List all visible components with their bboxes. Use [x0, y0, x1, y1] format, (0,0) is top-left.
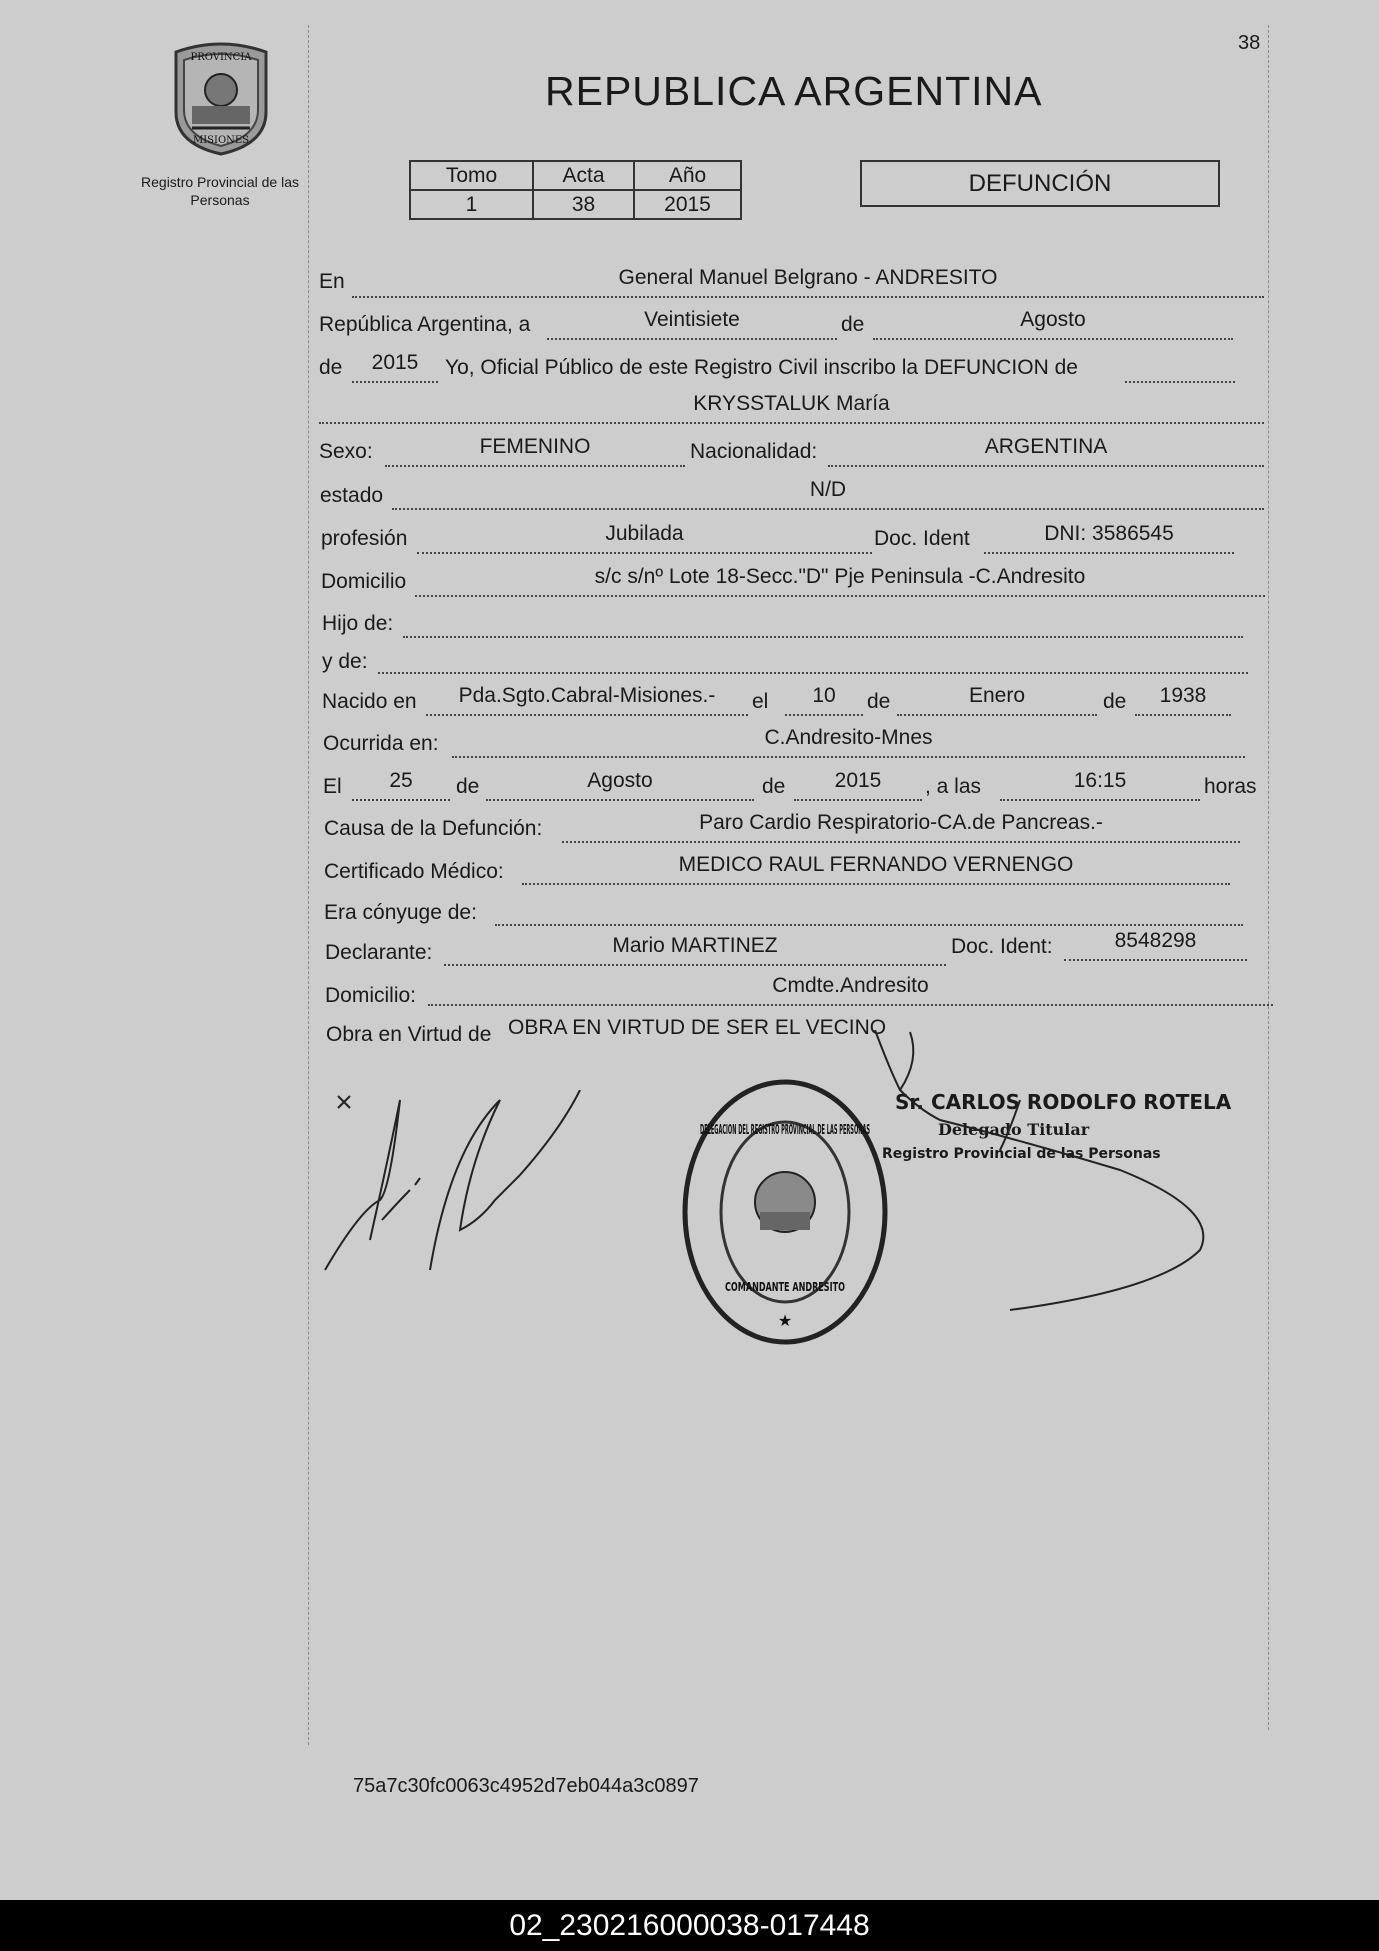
field-mes	[873, 308, 1233, 340]
label-de-6: de	[762, 775, 786, 798]
document-type-box: DEFUNCIÓN	[860, 160, 1220, 207]
label-de-3: de	[867, 690, 891, 713]
acta-value: 38	[533, 190, 634, 219]
value-def-anio: 2015	[834, 769, 882, 792]
field-nacido-en	[426, 684, 748, 716]
label-el: el	[752, 690, 769, 713]
field-intro-tail	[1125, 351, 1235, 383]
page-number: 38	[1238, 32, 1261, 54]
value-nombre: KRYSSTALUK María	[693, 392, 890, 415]
value-def-hora: 16:15	[1073, 769, 1127, 792]
registration-header-row	[410, 161, 741, 190]
label-de-4: de	[1103, 690, 1127, 713]
label-profesion: profesión	[321, 527, 408, 550]
label-domicilio-2: Domicilio:	[325, 984, 417, 1007]
official-role-stamp: Delegado Titular	[938, 1120, 1090, 1139]
value-obra: OBRA EN VIRTUD DE SER EL VECINO	[508, 1016, 887, 1039]
field-profesion	[417, 522, 872, 554]
official-name-stamp: Sr. CARLOS RODOLFO ROTELA	[895, 1090, 1232, 1114]
label-nacionalidad: Nacionalidad:	[690, 440, 818, 463]
value-profesion: Jubilada	[605, 522, 684, 545]
seal-inner-lettering: COMANDANTE ANDRESITO	[725, 1280, 845, 1294]
value-def-dia: 25	[389, 769, 413, 792]
value-estado: N/D	[809, 478, 847, 501]
field-nac-dia	[785, 684, 863, 716]
value-dia: Veintisiete	[644, 308, 740, 331]
field-def-anio	[794, 769, 922, 801]
field-anio	[352, 351, 438, 383]
value-causa: Paro Cardio Respiratorio-CA.de Pancreas.-	[699, 811, 1103, 834]
field-lugar	[352, 266, 1264, 298]
value-nac-anio: 1938	[1159, 684, 1207, 707]
label-en: En	[319, 270, 345, 293]
label-doc-ident-2: Doc. Ident:	[951, 935, 1053, 958]
value-ocurrida-en: C.Andresito-Mnes	[764, 726, 933, 749]
label-de-1: de	[841, 313, 865, 336]
label-doc-ident: Doc. Ident	[874, 527, 970, 550]
value-certificado: MEDICO RAUL FERNANDO VERNENGO	[678, 853, 1074, 876]
registration-table	[409, 160, 742, 220]
label-horas: horas	[1204, 775, 1257, 798]
official-signature	[860, 1030, 1220, 1320]
label-hijo-de: Hijo de:	[322, 612, 394, 635]
label-intro: Yo, Oficial Público de este Registro Civil inscribo la DEFUNCION de	[445, 356, 1078, 379]
label-sexo: Sexo:	[319, 440, 373, 463]
field-obra	[508, 1016, 918, 1046]
field-nac-anio	[1135, 684, 1231, 716]
right-margin-line	[1268, 25, 1269, 1730]
label-obra: Obra en Virtud de	[326, 1023, 492, 1046]
label-certificado: Certificado Médico:	[324, 860, 504, 883]
field-declarante-domicilio	[428, 974, 1273, 1006]
value-nacido-en: Pda.Sgto.Cabral-Misiones.-	[458, 684, 716, 707]
anio-value: 2015	[634, 190, 741, 219]
label-domicilio: Domicilio	[321, 570, 407, 593]
field-nacionalidad	[828, 435, 1264, 467]
value-nac-mes: Enero	[968, 684, 1026, 707]
field-causa	[562, 811, 1240, 843]
field-conyuge	[495, 894, 1243, 926]
value-nac-dia: 10	[812, 684, 836, 707]
label-estado: estado	[320, 484, 384, 507]
field-sexo	[385, 435, 685, 467]
value-mes: Agosto	[1020, 308, 1086, 331]
document-hash: 75a7c30fc0063c4952d7eb044a3c0897	[353, 1775, 699, 1797]
registration-value-row	[410, 190, 741, 219]
label-de-5: de	[456, 775, 480, 798]
value-lugar: General Manuel Belgrano - ANDRESITO	[618, 266, 998, 289]
value-declarante-doc: 8548298	[1114, 929, 1197, 952]
label-nacido-en: Nacido en	[322, 690, 417, 713]
field-def-mes	[486, 769, 754, 801]
tomo-header: Tomo	[410, 161, 533, 190]
field-estado	[392, 478, 1264, 510]
field-def-dia	[352, 769, 450, 801]
label-conyuge: Era cónyuge de:	[324, 901, 477, 924]
field-y-de	[378, 642, 1248, 674]
label-ocurrida-en: Ocurrida en:	[323, 732, 439, 755]
left-margin-line	[308, 25, 309, 1745]
seal-outer-lettering: DELEGACION DEL REGISTRO PROVINCIAL DE LAS PERSONAS	[700, 1123, 870, 1138]
field-certificado	[522, 853, 1230, 885]
field-def-hora	[1000, 769, 1200, 801]
registry-round-seal	[680, 1076, 890, 1348]
svg-text:★: ★	[777, 1313, 793, 1330]
footer-code: 02_230216000038-017448	[0, 1900, 1379, 1951]
value-declarante: Mario MARTINEZ	[612, 934, 778, 957]
field-dia	[547, 308, 837, 340]
label-el-2: El	[323, 775, 342, 798]
province-coat-of-arms	[162, 40, 280, 158]
country-title: REPUBLICA ARGENTINA	[545, 68, 1043, 114]
label-a-las: , a las	[925, 775, 982, 798]
official-office-stamp: Registro Provincial de las Personas	[882, 1146, 1161, 1162]
value-doc-ident: DNI: 3586545	[1044, 522, 1174, 545]
tomo-value: 1	[410, 190, 533, 219]
label-causa: Causa de la Defunción:	[324, 817, 543, 840]
logo-top-lettering: PROVINCIA	[190, 52, 252, 63]
value-declarante-domicilio: Cmdte.Andresito	[772, 974, 929, 997]
field-ocurrida-en	[452, 726, 1245, 758]
value-anio: 2015	[371, 351, 419, 374]
field-nombre	[319, 392, 1264, 424]
value-def-mes: Agosto	[587, 769, 653, 792]
field-hijo-de	[403, 606, 1243, 638]
value-sexo: FEMENINO	[479, 435, 591, 458]
label-de-2: de	[319, 356, 343, 379]
registry-name: Registro Provincial de las Personas	[141, 174, 299, 208]
field-declarante	[444, 934, 946, 966]
field-domicilio	[415, 565, 1265, 597]
label-y-de: y de:	[322, 650, 368, 673]
acta-header: Acta	[533, 161, 634, 190]
logo-bottom-lettering: MISIONES	[192, 135, 250, 146]
label-republica: República Argentina, a	[319, 313, 531, 336]
declarant-signature	[320, 1090, 590, 1290]
value-domicilio: s/c s/nº Lote 18-Secc."D" Pje Peninsula -C.Andresito	[594, 565, 1086, 588]
field-declarante-doc	[1064, 929, 1247, 961]
field-doc-ident	[984, 522, 1234, 554]
field-nac-mes	[897, 684, 1097, 716]
label-declarante: Declarante:	[325, 941, 433, 964]
value-nacionalidad: ARGENTINA	[984, 435, 1108, 458]
anio-header: Año	[634, 161, 741, 190]
